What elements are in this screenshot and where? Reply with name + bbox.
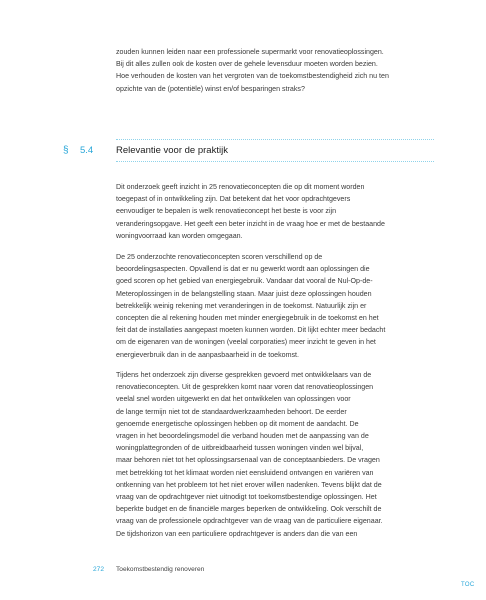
- text-line: betrekkelijk weinig rekening met veranderingen in de toekomst. Natuurlijk zijn er: [116, 301, 367, 310]
- text-line: veelal snel worden uitgewerkt en dat het ontwikkelen van oplossingen voor: [116, 395, 351, 404]
- text-line: toegepast of in ontwikkeling zijn. Dat betekent dat het voor opdrachtgevers: [116, 195, 351, 204]
- text-line: woningplattegronden of de uitbreidbaarheid tussen woningen vinden wel bijval,: [116, 444, 364, 453]
- text-line: ontkenning van het probleem tot het niet erover willen nadenken. Tevens blijkt dat de: [116, 480, 382, 489]
- text-line: energieverbruik dan in de aanpasbaarheid in de toekomst.: [116, 350, 299, 359]
- text-line: opzichte van de (potentiële) winst en/of besparingen straks?: [116, 84, 305, 93]
- body-paragraph-2: [116, 251, 434, 361]
- text-line: Dit onderzoek geeft inzicht in 25 renovatieconcepten die op dit moment worden: [116, 183, 365, 191]
- text-line: vraag van de opdrachtgever niet uitnodigt tot toekomstbestendige oplossingen. Het: [116, 493, 377, 502]
- section-number: 5.4: [80, 145, 94, 156]
- section-symbol: §: [63, 145, 69, 156]
- text-line: De 25 onderzochte renovatieconcepten scoren verschillend op de: [116, 253, 323, 261]
- text-line: vragen in het beoordelingsmodel die verband houden met de aanpassing van de: [116, 432, 369, 441]
- text-line: eenvoudiger te bepalen is welk renovatieconcept het beste is voor zijn: [116, 207, 337, 216]
- text-line: vraag van de professionele opdrachtgever van de vraag van de particuliere eigenaar.: [116, 517, 383, 526]
- text-line: de lange termijn niet tot de standaardwerkzaamheden behoort. De eerder: [116, 407, 347, 416]
- text-line: genoemde energetische oplossingen hebben op dit moment de aandacht. De: [116, 419, 359, 428]
- text-line: concepten die al rekening houden met minder energiegebruik in de toekomst en het: [116, 314, 379, 323]
- toc-link[interactable]: TOC: [461, 582, 475, 588]
- text-line: beperkte budget en de financiële marges beperken de ontwikkeling. Ook verschilt de: [116, 505, 382, 514]
- text-line: feit dat de installaties aangepast moeten kunnen worden. Dit lijkt echter meer bedacht: [116, 326, 386, 335]
- section-divider-bottom: [116, 161, 434, 162]
- text-line: om de eigenaren van de woningen (veelal corporaties) meer inzicht te geven in het: [116, 338, 376, 347]
- running-footer-title: Toekomstbestendig renoveren: [116, 566, 205, 573]
- text-line: Bij dit alles zullen ook de kosten over de gehele levensduur moeten worden bezien.: [116, 60, 378, 69]
- text-line: met betrekking tot het klimaat worden niet eensluidend ontvangen en variëren van: [116, 468, 374, 477]
- text-line: Tijdens het onderzoek zijn diverse gesprekken gevoerd met ontwikkelaars van de: [116, 371, 372, 379]
- text-line: maar behoren niet tot het oplossingsarsenaal van de conceptaanbieders. De vragen: [116, 456, 380, 465]
- intro-paragraph: [116, 46, 434, 95]
- text-line: Meteroplossingen in de belangstelling staan. Maar juist deze oplossingen houden: [116, 289, 372, 298]
- text-line: veranderingsopgave. Het geeft een beter inzicht in de vraag hoe er met de bestaande: [116, 219, 385, 228]
- section-divider-top: [116, 139, 434, 140]
- body-paragraph-3: [116, 369, 434, 540]
- text-line: goed scoren op het gebied van energiegebruik. Vandaar dat vooral de Nul-Op-de-: [116, 277, 373, 286]
- text-line: woningvoorraad kan worden omgegaan.: [116, 231, 243, 240]
- text-line: beoordelingsaspecten. Opvallend is dat er nu gewerkt wordt aan oplossingen die: [116, 265, 370, 274]
- page-number: 272: [93, 566, 105, 573]
- text-line: renovatieconcepten. Uit de gesprekken komt naar voren dat renovatieoplossingen: [116, 383, 374, 392]
- text-line: Hoe verhouden de kosten van het vergroten van de toekomstbestendigheid zich nu ten: [116, 72, 389, 81]
- section-title: Relevantie voor de praktijk: [116, 145, 228, 156]
- text-line: De tijdshorizon van een particuliere opdrachtgever is anders dan die van een: [116, 529, 358, 538]
- text-line: zouden kunnen leiden naar een professionele supermarkt voor renovatieoplossingen.: [116, 48, 384, 56]
- body-paragraph-1: [116, 181, 434, 242]
